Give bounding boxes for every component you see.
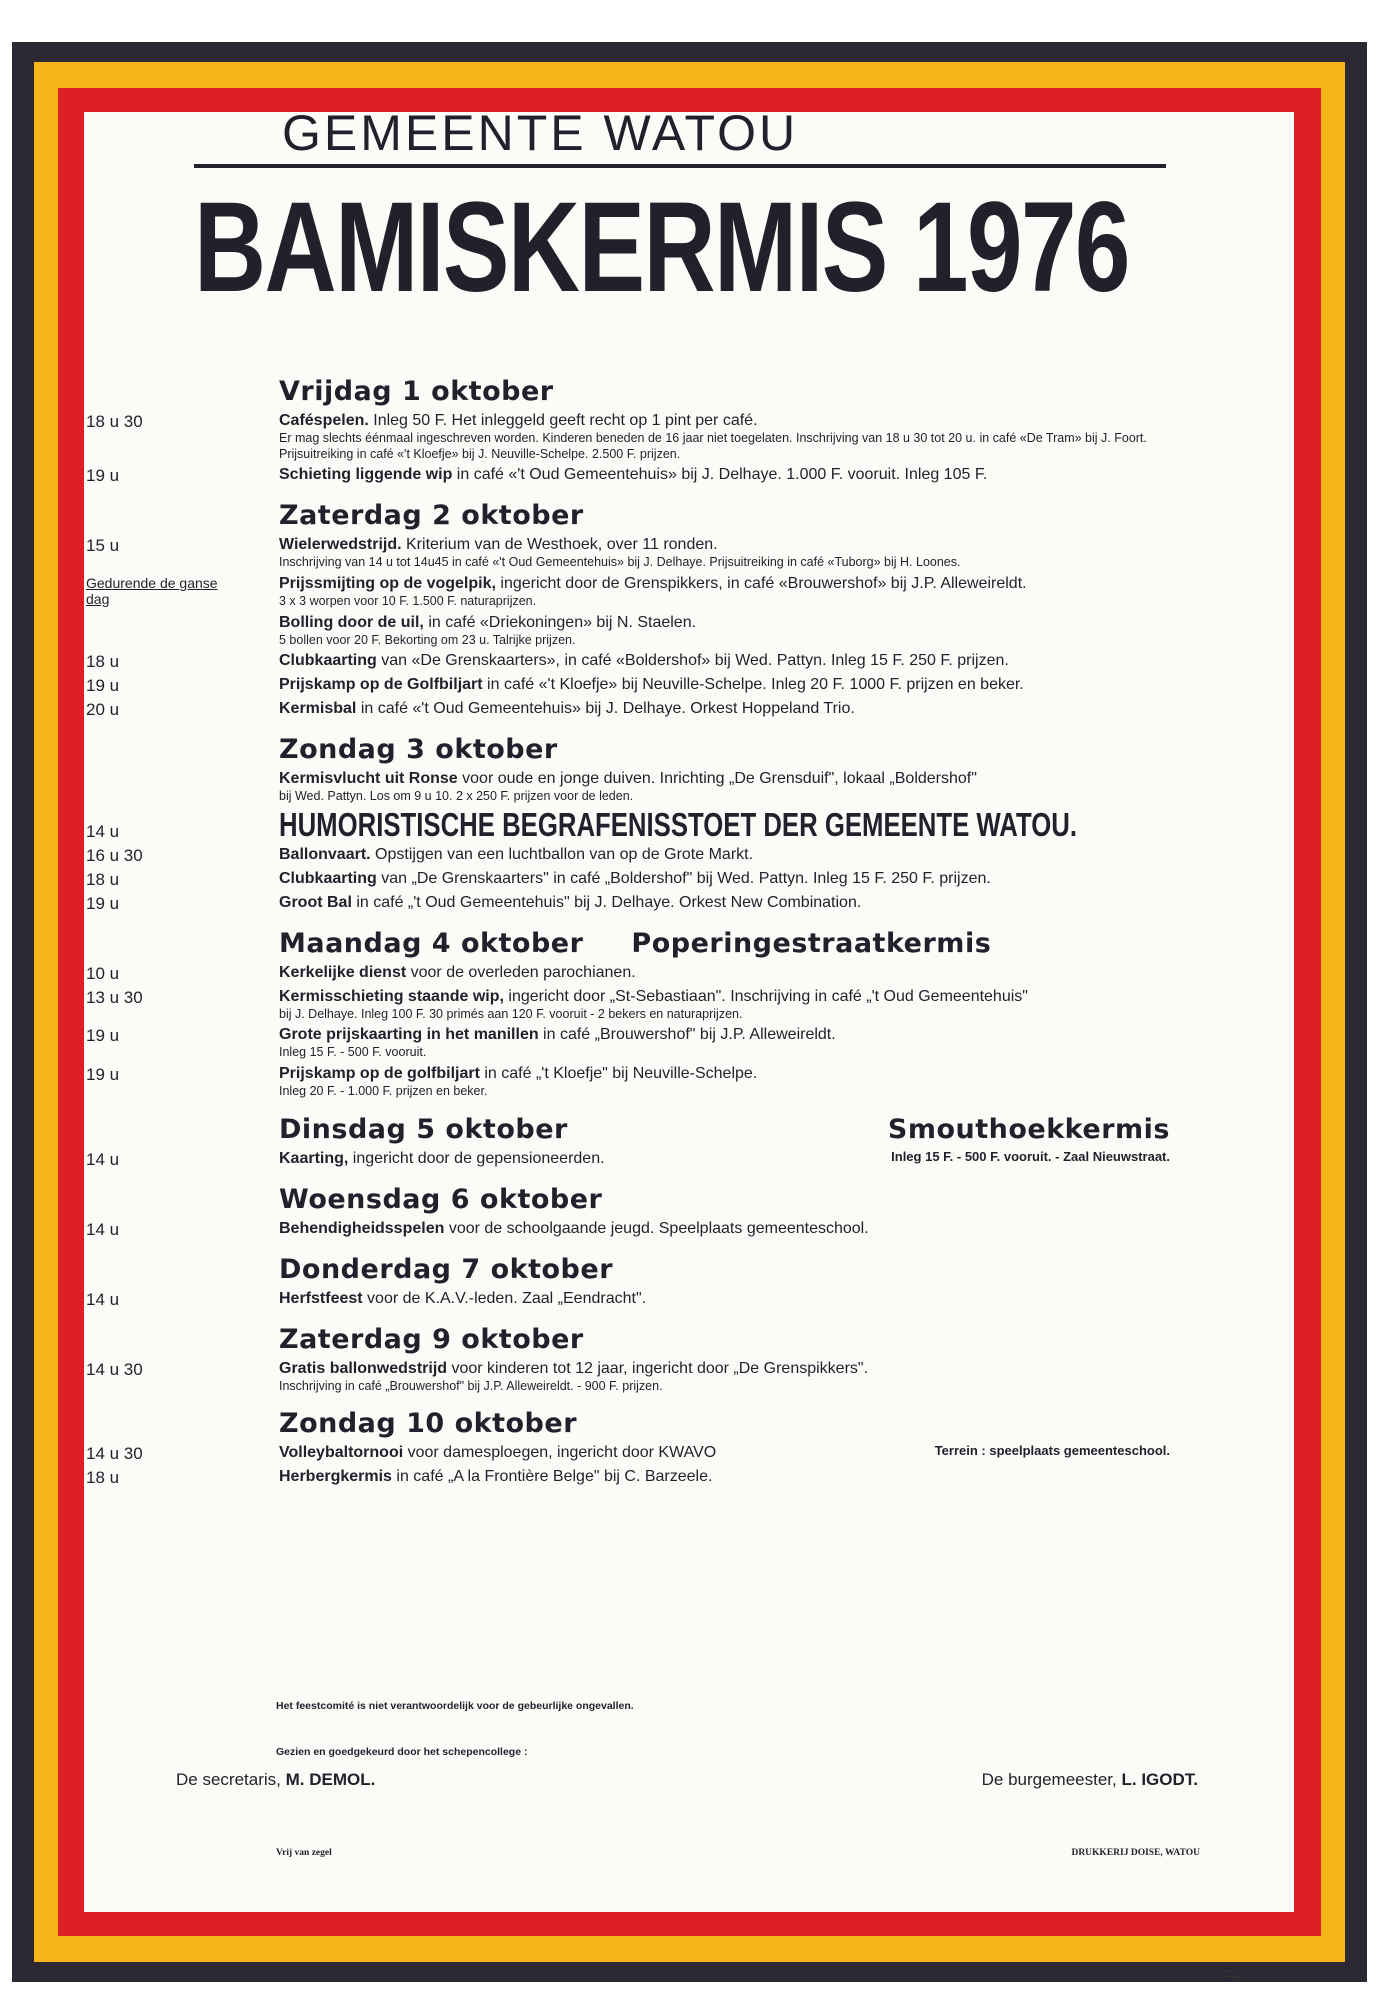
event-text: voor de K.A.V.-leden. Zaal „Eendracht". [362,1289,647,1307]
event-time: 18 u [86,652,120,672]
event-desc [279,465,1170,486]
event-desc [279,805,1302,843]
event-desc [279,651,1170,672]
event-time: 14 u [86,1289,120,1309]
event-text: in café «'t Kloefje» bij Neuville-Schelpe. Inleg 20 F. 1000 F. prijzen en beker. [482,676,1024,694]
program-row [86,1289,1170,1310]
event-text: in café «'t Oud Gemeentehuis» bij J. Delhaye. Orkest Hoppeland Trio. [356,700,855,718]
event-text: Opstijgen van een luchtballon van op de Grote Markt. [370,845,754,863]
program-row [86,1359,1170,1395]
event-desc [279,987,1170,1023]
program-row [86,1064,1170,1100]
program-row [86,769,1170,805]
event-desc [279,1149,1170,1170]
event-time: 14 u 30 [86,1444,143,1464]
program-row [86,1149,1170,1170]
event-text: voor de overleden parochianen. [406,963,636,981]
day-label: Dinsdag 5 oktober [279,1113,568,1145]
event-time: 19 u [86,893,120,913]
event-name: Wielerwedstrijd. [279,536,402,554]
event-note: 5 bollen voor 20 F. Bekorting om 23 u. Talrijke prijzen. [279,632,576,647]
day-heading [279,1184,1170,1215]
event-name: Schieting liggende wip [279,466,453,484]
day-heading [279,1324,1170,1355]
event-time: 14 u [86,1149,120,1169]
event-text: ingericht door de gepensioneerden. [348,1149,605,1167]
event-note: Inschrijving in café „Brouwershof" bij J.P. Alleweireldt. - 900 F. prijzen. [279,1378,663,1393]
program-row [86,1219,1170,1240]
event-right-note: Terrein : speelplaats gemeenteschool. [934,1443,1170,1459]
event-time: 16 u 30 [86,845,143,865]
event-text: in café „A la Frontière Belge" bij C. Barzeele. [391,1468,713,1486]
event-time: 14 u 30 [86,1359,143,1379]
day-label: Zondag 10 oktober [279,1408,578,1440]
event-name: Kaarting, [279,1149,349,1167]
stamp-note: Vrij van zegel [276,1848,332,1858]
event-desc [279,869,1170,890]
event-note: 3 x 3 worpen voor 10 F. 1.500 F. naturaprijzen. [279,593,537,608]
day-label: Maandag 4 oktober [279,927,584,959]
day-heading [279,734,1170,765]
event-name: Kermisschieting staande wip, [279,987,504,1005]
event-name: Volleybaltornooi [279,1444,404,1462]
event-note: Er mag slechts éénmaal ingeschreven worden. Kinderen beneden de 16 jaar niet toegelaten. Inschrijving van 18 u 30 tot 20 u. in café «De Tram» bij J. Foort. Prijsuitreiking in café «'t Kloefje» bij J. Neuville-Schelpe. 2.500 F. prijzen. [279,431,1147,461]
event-text: in café «Driekoningen» bij N. Staelen. [423,613,697,631]
event-desc [279,411,1170,462]
event-time: 14 u [86,1219,120,1239]
event-desc [279,1359,1170,1395]
day-heading [279,500,1170,531]
event-text: van «De Grenskaarters», in café «Boldershof» bij Wed. Pattyn. Inleg 15 F. 250 F. prijzen. [376,652,1009,670]
event-name: Behendigheidsspelen [279,1219,445,1237]
event-text: van „De Grenskaarters" in café „Boldershof" bij Wed. Pattyn. Inleg 15 F. 250 F. prijzen. [376,869,991,887]
secretary-signature [176,1770,375,1790]
event-time [86,769,279,805]
program-row [86,987,1170,1023]
event-name: Kerkelijke dienst [279,963,407,981]
event-desc [279,1443,1170,1464]
event-name: Prijskamp op de Golfbiljart [279,676,483,694]
program-row [86,1443,1170,1464]
event-text: voor damesploegen, ingericht door KWAVO [403,1444,717,1462]
event-desc [279,1219,1170,1240]
event-time: 13 u 30 [86,987,143,1007]
mayor-signature [982,1770,1198,1790]
event-name: Prijssmijting op de vogelpik, [279,574,496,592]
event-name: Prijskamp op de golfbiljart [279,1065,480,1082]
fair-name: Poperingestraatkermis [631,927,992,959]
program-row [86,893,1170,914]
event-name: Kermisvlucht uit Ronse [279,770,458,788]
event-title: BAMISKERMIS 1976 [194,176,1129,319]
event-desc [279,675,1170,696]
event-time: 19 u [86,676,120,696]
poster-footer [84,1700,1294,1900]
event-desc [279,1025,1170,1061]
event-note: Inleg 20 F. - 1.000 F. prijzen en beker. [279,1084,488,1098]
day-heading [279,928,1170,959]
day-label: Zaterdag 2 oktober [279,500,584,532]
event-desc [279,963,1170,984]
program-row [86,613,1170,649]
program-row [86,1467,1170,1488]
event-text: in café „'t Oud Gemeentehuis" bij J. Delhaye. Orkest New Combination. [351,893,862,911]
event-note: bij J. Delhaye. Inleg 100 F. 30 primés aan 120 F. vooruit - 2 bekers en naturaprijzen. [279,1006,743,1021]
day-label: Zondag 3 oktober [279,734,558,766]
event-note: Inleg 15 F. - 500 F. vooruit. [279,1045,427,1060]
event-desc [279,1289,1170,1310]
program-row [86,465,1170,486]
event-time: 18 u [86,1468,120,1488]
event-time: 15 u [86,536,120,556]
day-heading [279,1408,1170,1439]
event-name: Groot Bal [279,893,352,911]
program-row [86,805,1170,843]
printer-credit: DRUKKERIJ DOISE, WATOU [1071,1848,1200,1858]
event-text: Kriterium van de Westhoek, over 11 ronden. [401,536,718,554]
secretary-label: De secretaris, [176,1770,281,1789]
mayor-name: L. IGODT. [1121,1770,1198,1789]
event-text: voor oude en jonge duiven. Inrichting „De Grensduif", lokaal „Boldershof" [457,770,977,788]
event-time: 19 u [86,1026,120,1046]
event-name: Clubkaarting [279,869,377,887]
day-label: Woensdag 6 oktober [279,1183,603,1215]
program-row [86,411,1170,462]
program-row [86,963,1170,984]
event-text: in café „Brouwershof" bij J.P. Alleweireldt. [538,1026,836,1044]
arrow-icon: ⥲ [1224,1962,1242,1987]
secretary-name: M. DEMOL. [285,1770,376,1789]
event-text: ingericht door de Grenspikkers, in café «Brouwershof» bij J.P. Alleweireldt. [495,574,1027,592]
poster-header [194,105,1166,319]
program-row [86,651,1170,672]
event-desc [279,893,1170,914]
event-time [86,613,279,649]
event-desc [279,574,1170,610]
approval-line: Gezien en goedgekeurd door het schepencollege : [276,1746,528,1758]
liability-disclaimer: Het feestcomité is niet verantwoordelijk voor de gebeurlijke ongevallen. [276,1700,634,1712]
day-label: Vrijdag 1 oktober [279,376,554,407]
event-name: Kermisbal [279,700,357,718]
event-desc [279,535,1170,571]
event-name: Herfstfeest [279,1289,363,1307]
day-heading [279,1254,1170,1285]
event-time: 18 u [86,869,120,889]
event-time: 20 u [86,700,120,720]
day-heading [279,376,1170,407]
event-name: Bolling door de uil, [279,613,424,631]
event-name: Clubkaarting [279,652,377,670]
event-note: Inschrijving van 14 u tot 14u45 in café «'t Oud Gemeentehuis» bij J. Delhaye. Prijsuitreiking in café «Tuborg» bij H. Loones. [279,555,961,570]
day-label: Donderdag 7 oktober [279,1253,614,1285]
event-name: Gratis ballonwedstrijd [279,1359,448,1377]
mayor-label: De burgemeester, [981,1770,1117,1789]
program-row [86,869,1170,890]
event-text: in café «'t Oud Gemeentehuis» bij J. Delhaye. 1.000 F. vooruit. Inleg 105 F. [452,466,988,484]
day-label: Zaterdag 9 oktober [279,1323,584,1355]
event-time: 19 u [86,466,120,486]
event-desc [279,699,1170,720]
parade-headline: HUMORISTISCHE BEGRAFENISSTOET DER GEMEENTE WATOU. [279,805,1078,843]
event-name: Caféspelen. [279,412,369,429]
day-heading [279,1114,1170,1145]
program-row [86,845,1170,866]
event-name: Herbergkermis [279,1468,392,1486]
event-time: 10 u [86,963,120,983]
event-desc [279,1064,1170,1100]
event-text: Inleg 50 F. Het inleggeld geeft recht op 1 pint per café. [368,412,758,429]
municipality-title: GEMEENTE WATOU [194,108,1166,168]
event-text: ingericht door „St-Sebastiaan". Inschrijving in café „'t Oud Gemeentehuis" [503,987,1028,1005]
event-name: Grote prijskaarting in het manillen [279,1026,539,1044]
program-row [86,574,1170,610]
program [86,362,1170,1491]
event-time: 14 u [86,821,120,841]
fair-name: Smouthoekkermis [887,1113,1170,1145]
event-right-note: Inleg 15 F. - 500 F. vooruit. - Zaal Nieuwstraat. [891,1148,1170,1164]
program-row [86,535,1170,571]
event-time: 18 u 30 [86,412,143,431]
event-text: in café „'t Kloefje" bij Neuville-Schelpe. [479,1065,758,1082]
event-note: bij Wed. Pattyn. Los om 9 u 10. 2 x 250 F. prijzen voor de leden. [279,789,634,804]
event-time: Gedurende de ganse dag [86,574,218,607]
program-row [86,675,1170,696]
event-name: Ballonvaart. [279,845,371,863]
event-time: 19 u [86,1065,120,1084]
event-text: voor de schoolgaande jeugd. Speelplaats gemeenteschool. [444,1219,869,1237]
program-row [86,1025,1170,1061]
event-desc [279,769,1170,805]
event-desc [279,613,1170,649]
event-desc [279,845,1170,866]
program-row [86,699,1170,720]
event-desc [279,1467,1170,1488]
event-text: voor kinderen tot 12 jaar, ingericht door „De Grenspikkers". [447,1359,869,1377]
